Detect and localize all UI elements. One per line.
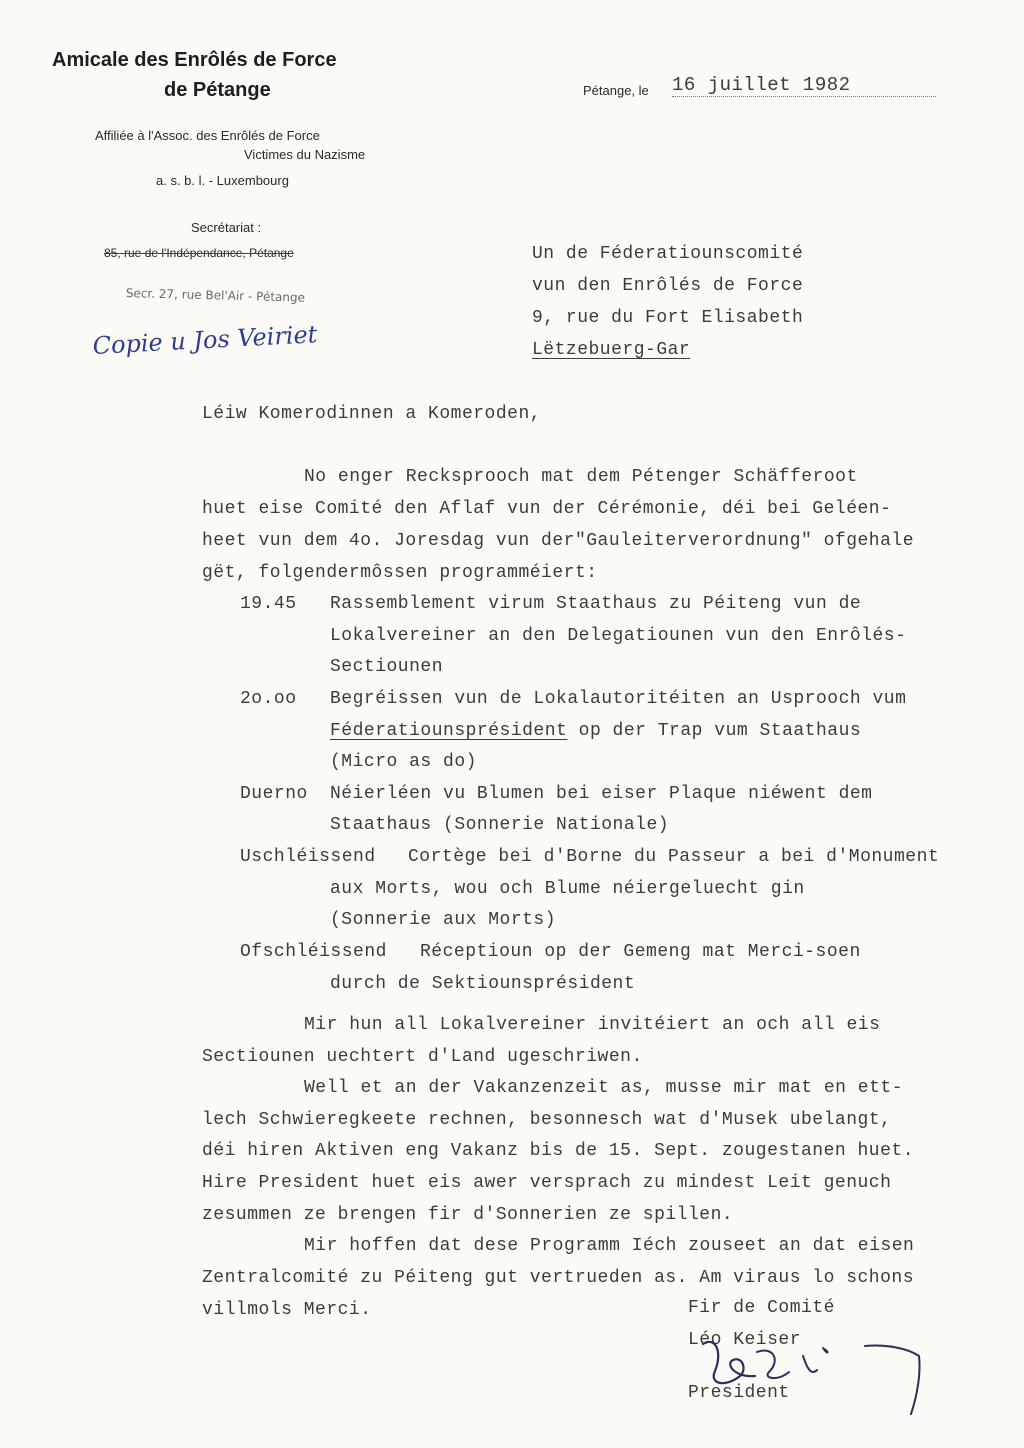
salutation: Léiw Komerodinnen a Komeroden, [202,404,542,424]
date-prefix: Pétange, le [583,83,649,98]
program-line: durch de Sektiounsprésident [330,974,636,994]
paragraph1-line: huet eise Comité den Aflaf vun der Cérémonie, déi bei Geléen- [202,499,892,519]
closing-committee: Fir de Comité [688,1298,835,1318]
paragraph4-line: villmols Merci. [202,1300,372,1320]
program-line: Néierléen vu Blumen bei eiser Plaque niéwent dem [330,784,873,804]
paragraph1-line: heet vun dem 4o. Joresdag vun der"Gauleiterverordnung" ofgehale [202,531,915,551]
paragraph3-line: zesummen ze brengen fir d'Sonnerien ze spillen. [202,1205,734,1225]
paragraph3-line: lech Schwieregkeete rechnen, besonnesch wat d'Musek ubelangt, [202,1110,892,1130]
program-line: Réceptioun op der Gemeng mat Merci-soen [420,942,861,962]
paragraph4-line: Zentralcomité zu Péiteng gut vertrueden as. Am viraus lo schons [202,1268,915,1288]
signatory-title: President [688,1383,790,1403]
program-line: Begréissen vun de Lokalautoritéiten an Usprooch vum [330,689,907,709]
program-label: Uschléissend [240,847,376,867]
paragraph1-line: No enger Recksprooch mat dem Pétenger Schäfferoot [304,467,858,487]
program-line-rest: op der Trap vum Staathaus [567,721,862,741]
program-line: Staathaus (Sonnerie Nationale) [330,815,670,835]
recipient-line2: vun den Enrôlés de Force [532,276,804,296]
affiliation-line3: a. s. b. l. - Luxembourg [156,173,289,188]
handwritten-signature [685,1326,935,1421]
old-address-struck: 85, rue de l'Indépendance, Pétange [104,246,294,260]
program-label: 19.45 [240,594,297,614]
program-label: Ofschléissend [240,942,387,962]
program-line: Sectiounen [330,657,444,677]
paragraph2-line: Mir hun all Lokalvereiner invitéiert an och all eis [304,1015,881,1035]
program-line: Rassemblement virum Staathaus zu Péiteng vun de [330,594,862,614]
program-line [330,721,861,741]
program-line: Lokalvereiner an den Delegatiounen vun den Enrôlés- [330,626,907,646]
program-line: (Micro as do) [330,752,477,772]
recipient-line1: Un de Féderatiounscomité [532,244,804,264]
paragraph2-line: Sectiounen uechtert d'Land ugeschriwen. [202,1047,643,1067]
address-stamp: Secr. 27, rue Bel'Air - Pétange [125,286,306,305]
affiliation-line2: Victimes du Nazisme [244,147,366,162]
handwritten-copy-note: Copie u Jos Veiriet [92,320,318,360]
org-name-line2: de Pétange [164,79,271,101]
program-label: 2o.oo [240,689,297,709]
program-line: (Sonnerie aux Morts) [330,910,557,930]
program-label: Duerno [240,784,308,804]
paragraph3-line: Well et an der Vakanzenzeit as, musse mir mat en ett- [304,1078,903,1098]
paragraph1-line: gët, folgendermôssen programméiert: [202,563,598,583]
date-value: 16 juillet 1982 [672,74,936,97]
org-name-line1: Amicale des Enrôlés de Force [52,49,337,71]
program-line: Cortège bei d'Borne du Passeur a bei d'Monument [408,847,940,867]
paragraph4-line: Mir hoffen dat dese Programm Iéch zouseet an dat eisen [304,1236,915,1256]
program-line: aux Morts, wou och Blume néiergeluecht gin [330,879,805,899]
paragraph3-line: Hire President huet eis awer versprach zu mindest Leit genuch [202,1173,892,1193]
signatory-name: Léo Keiser [688,1330,802,1350]
recipient-line3: 9, rue du Fort Elisabeth [532,308,804,328]
recipient-line4: Lëtzebuerg-Gar [532,340,691,360]
paragraph3-line: déi hiren Aktiven eng Vakanz bis de 15. Sept. zougestanen huet. [202,1141,915,1161]
affiliation-line1: Affiliée à l'Assoc. des Enrôlés de Force [95,128,320,143]
federation-president-underlined: Féderatiounsprésident [330,721,568,741]
secretariat-label: Secrétariat : [191,220,262,235]
